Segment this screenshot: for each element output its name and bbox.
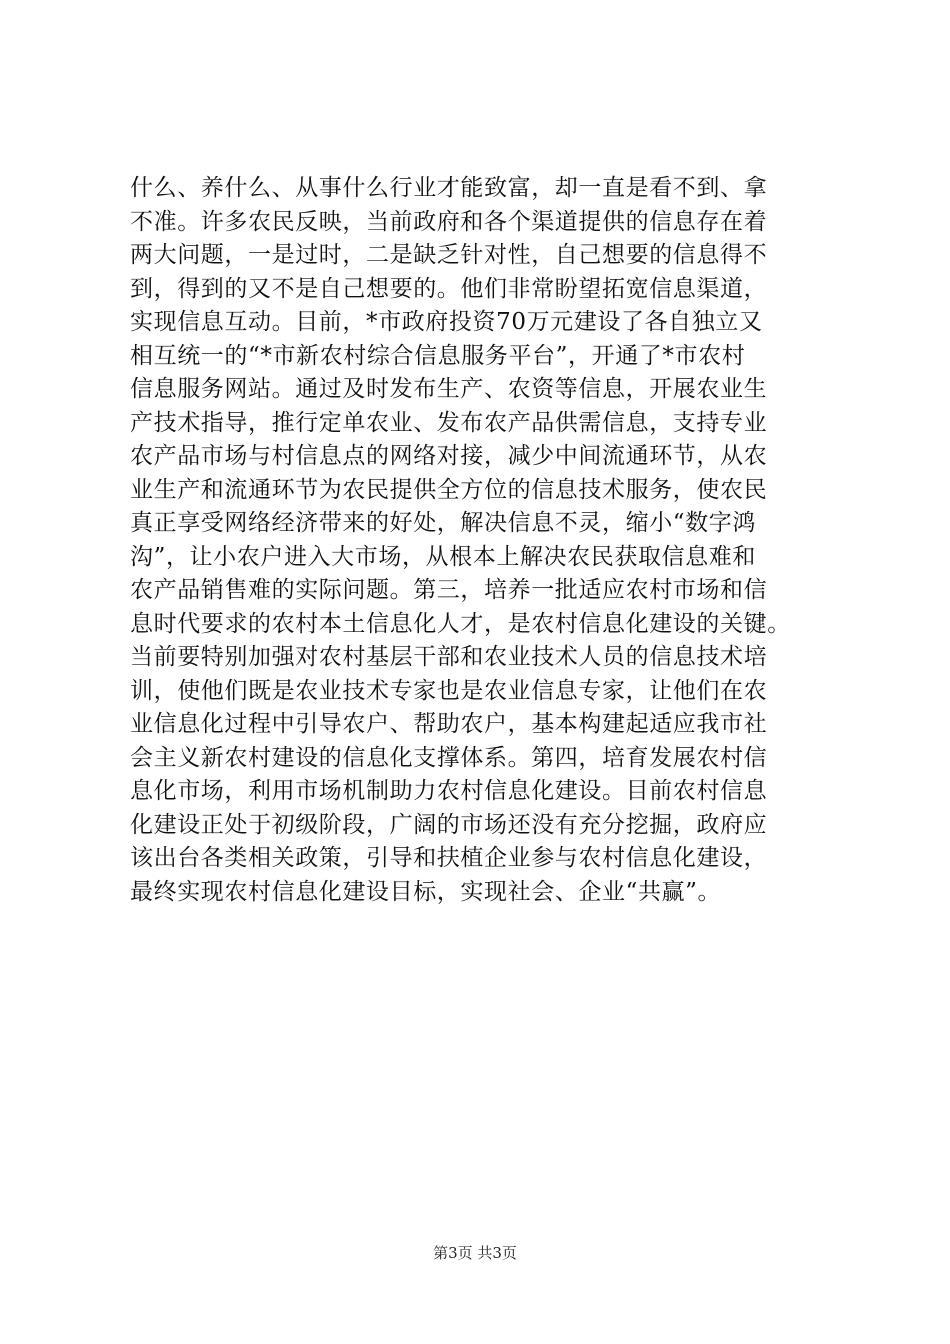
text-line: 农产品销售难的实际问题。第三，培养一批适应农村市场和信 — [130, 577, 768, 603]
text-line: 化建设正处于初级阶段，广阔的市场还没有充分挖掘，政府应 — [130, 811, 768, 838]
body-paragraph — [130, 172, 830, 909]
text-line: 实现信息互动。目前，*市政府投资70万元建设了各自独立又 — [130, 309, 763, 335]
text-line: 业信息化过程中引导农户、帮助农户，基本构建起适应我市社 — [130, 711, 768, 737]
text-line: 息化市场，利用市场机制助力农村信息化建设。目前农村信息 — [130, 778, 768, 804]
text-line: 最终实现农村信息化建设目标，实现社会、企业“共赢”。 — [130, 878, 722, 905]
text-line: 到，得到的又不是自己想要的。他们非常盼望拓宽信息渠道， — [130, 275, 768, 302]
text-line: 相互统一的“*市新农村综合信息服务平台”，开通了*市农村 — [130, 342, 746, 369]
text-line: 沟”，让小农户进入大市场，从根本上解决农民获取信息难和 — [130, 543, 756, 570]
text-line: 产技术指导，推行定单农业、发布农产品供需信息，支持专业 — [130, 409, 768, 436]
text-line: 当前要特别加强对农村基层干部和农业技术人员的信息技术培 — [130, 644, 768, 670]
text-line: 信息服务网站。通过及时发布生产、农资等信息，开展农业生 — [130, 376, 768, 402]
text-line: 会主义新农村建设的信息化支撑体系。第四，培育发展农村信 — [130, 744, 768, 771]
text-line: 不准。许多农民反映，当前政府和各个渠道提供的信息存在着 — [130, 208, 768, 235]
text-line: 真正享受网络经济带来的好处，解决信息不灵，缩小“数字鸿 — [130, 510, 756, 536]
text-line: 农产品市场与村信息点的网络对接，减少中间流通环节，从农 — [130, 443, 768, 469]
page-number-footer: 第3页 共3页 — [433, 1244, 517, 1262]
text-line: 两大问题，一是过时，二是缺乏针对性，自己想要的信息得不 — [130, 242, 768, 268]
text-line: 息时代要求的农村本土信息化人才，是农村信息化建设的关键。 — [130, 610, 791, 637]
text-line: 训，使他们既是农业技术专家也是农业信息专家，让他们在农 — [130, 677, 768, 704]
text-line: 该出台各类相关政策，引导和扶植企业参与农村信息化建设， — [130, 845, 768, 871]
text-line: 什么、养什么、从事什么行业才能致富，却一直是看不到、拿 — [130, 175, 768, 201]
text-line: 业生产和流通环节为农民提供全方位的信息技术服务，使农民 — [130, 476, 768, 503]
